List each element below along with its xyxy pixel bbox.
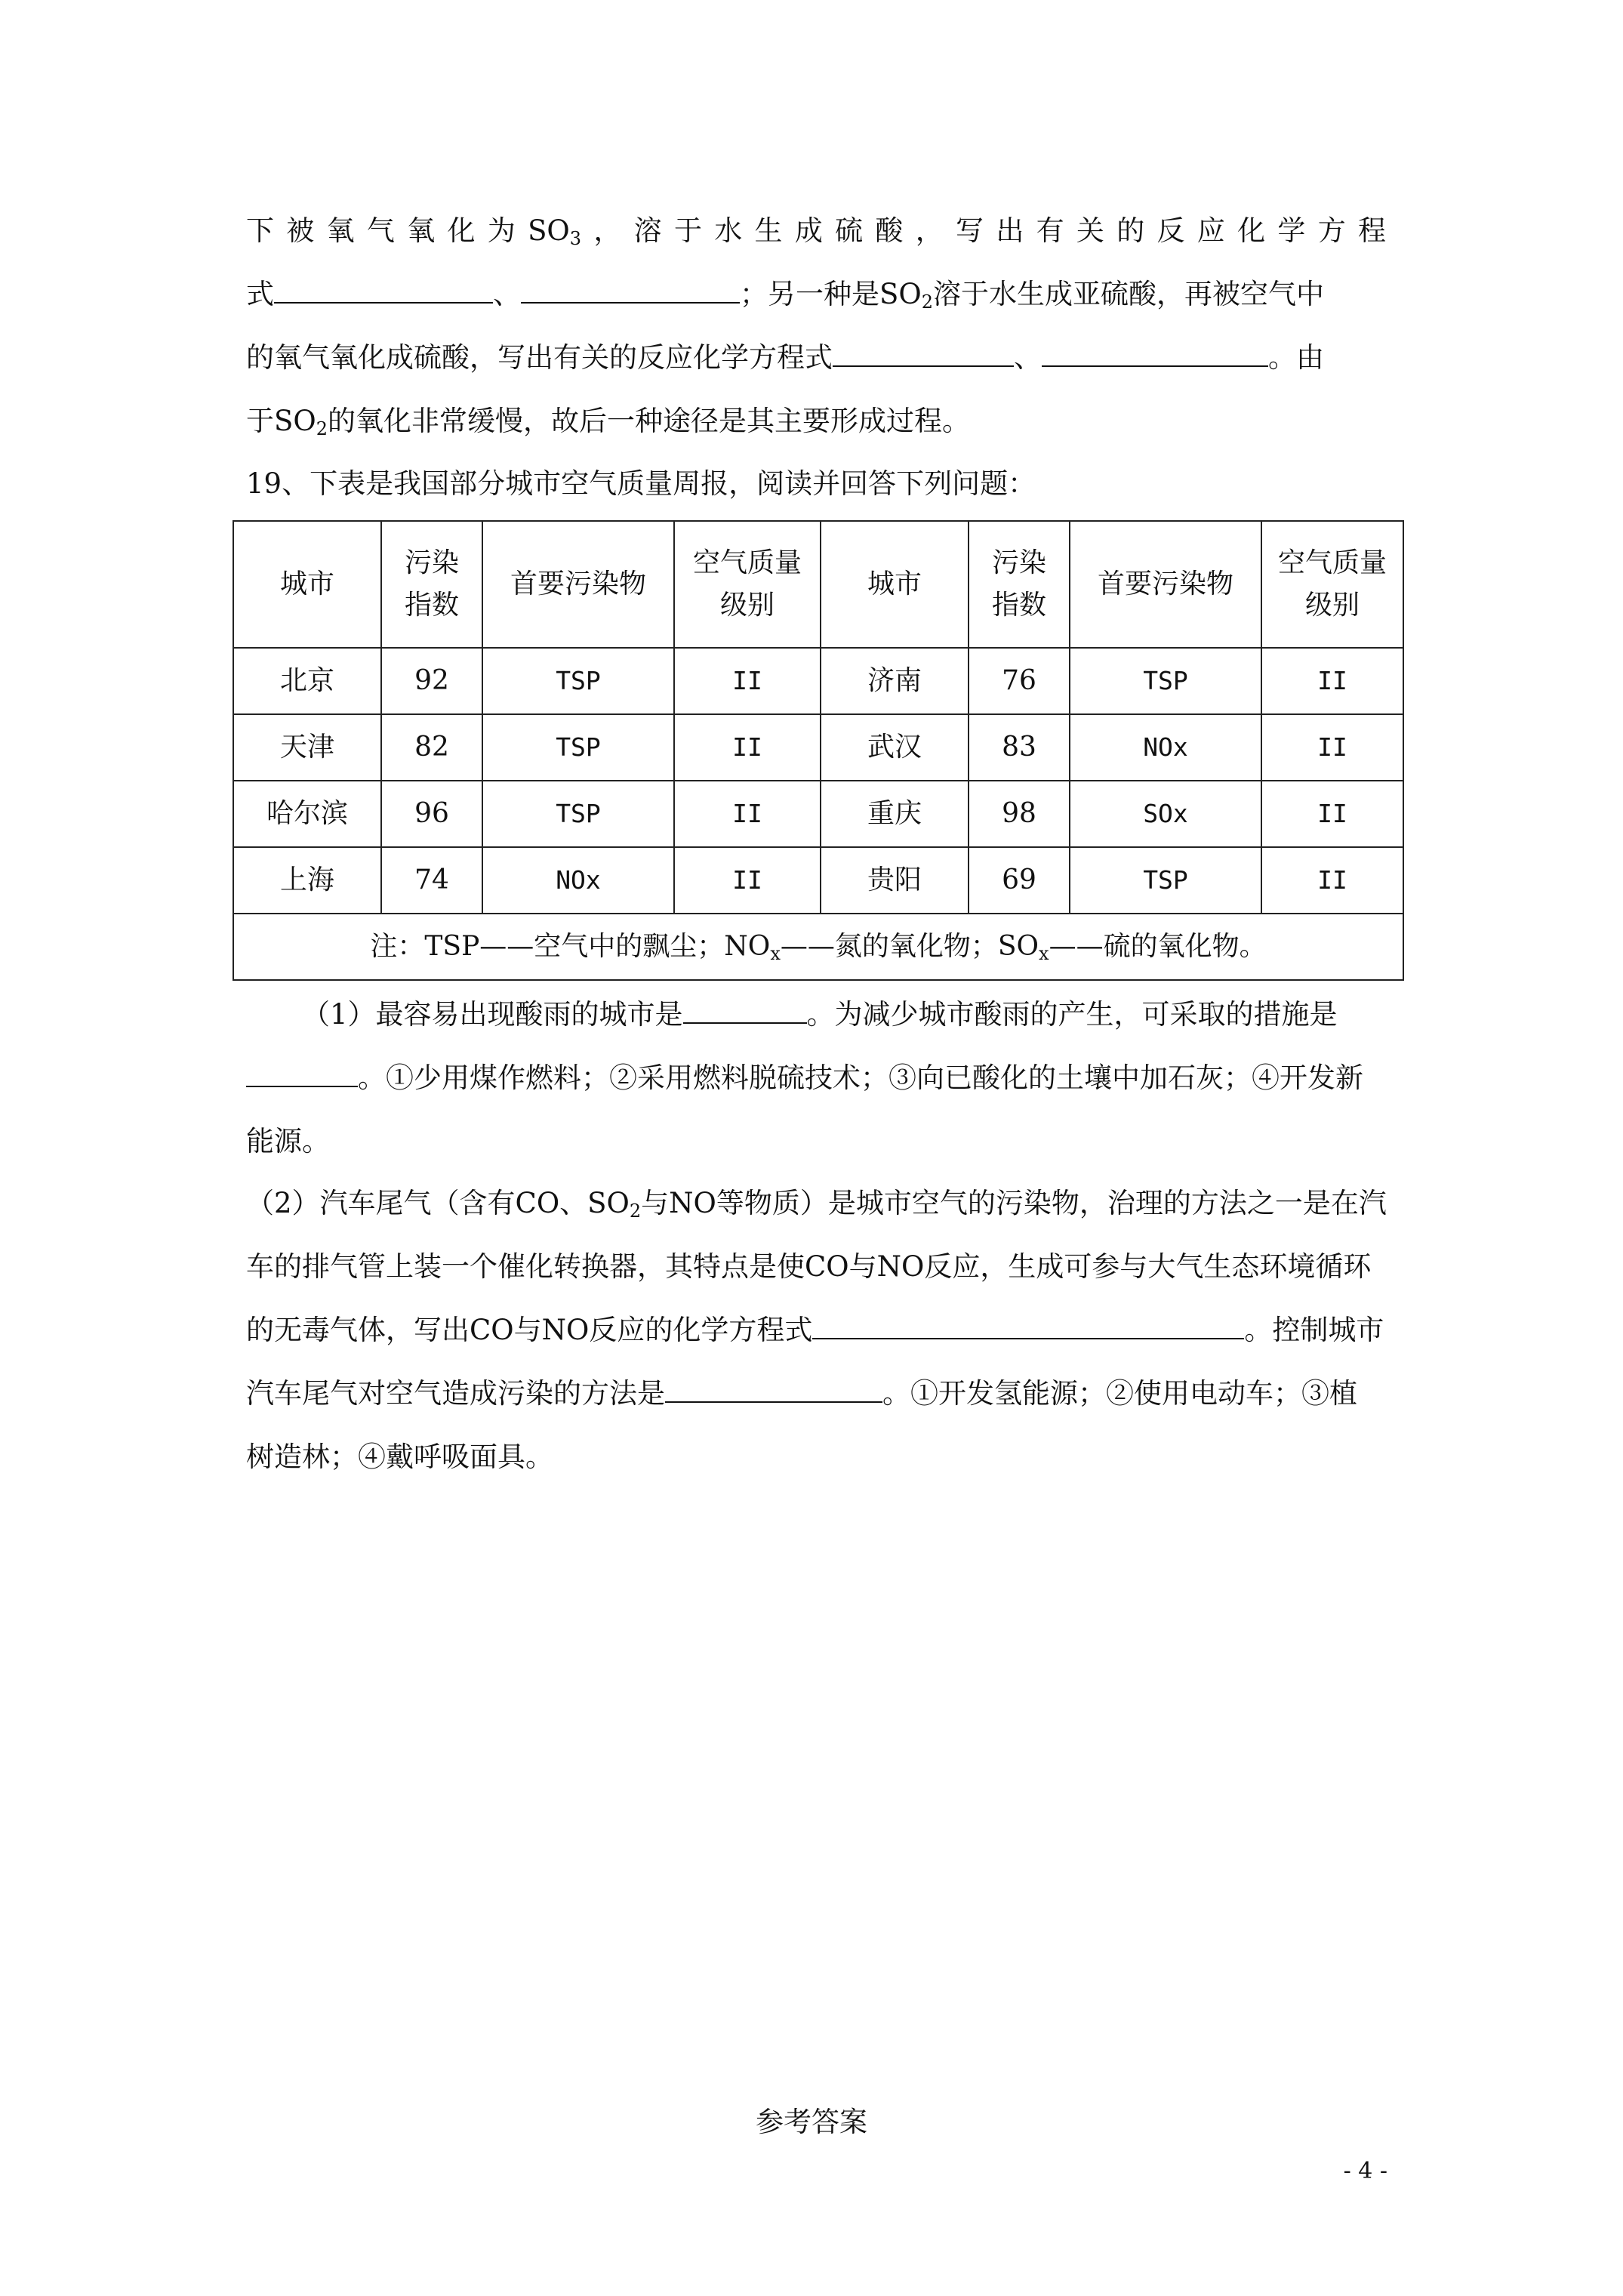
formula-text: SO xyxy=(528,214,570,247)
text-char: 的 xyxy=(1116,214,1145,247)
text-char: 气 xyxy=(366,214,395,247)
cell-pollutant: SOx xyxy=(1070,781,1261,847)
header-text: 空气质量 xyxy=(1277,547,1387,578)
header-text: 指数 xyxy=(991,590,1046,621)
answer-blank[interactable] xyxy=(683,1000,807,1024)
text-char: 为 xyxy=(487,214,516,247)
part-2-line-5 xyxy=(246,1425,1386,1489)
text-char: 生 xyxy=(754,214,783,247)
cell-index: 74 xyxy=(381,847,482,914)
text-segment: 溶于水生成亚硫酸，再被空气中 xyxy=(932,278,1324,310)
text-segment: 的无毒气体，写出CO与NO反应的化学方程式 xyxy=(246,1314,813,1346)
text-char: 成 xyxy=(794,214,823,247)
cell-level: II xyxy=(674,648,821,714)
text-char: 应 xyxy=(1196,214,1225,247)
cell-city: 哈尔滨 xyxy=(233,781,381,847)
text-char: 学 xyxy=(1277,214,1306,247)
part-1-line-3 xyxy=(246,1110,1386,1173)
cell-level: II xyxy=(1261,714,1403,781)
answer-blank[interactable] xyxy=(812,1315,1244,1339)
text-char: 程 xyxy=(1357,214,1386,247)
part-1-line-1 xyxy=(246,983,1386,1046)
header-index xyxy=(381,521,482,648)
text-char: 方 xyxy=(1317,214,1346,247)
so3-formula xyxy=(528,199,581,263)
cell-pollutant: TSP xyxy=(1070,847,1261,914)
cell-level: II xyxy=(674,781,821,847)
table-note-row xyxy=(233,914,1403,980)
intro-paragraph xyxy=(246,199,1386,453)
cell-city: 天津 xyxy=(233,714,381,781)
part-2-line-4 xyxy=(246,1362,1386,1425)
text-char: 氧 xyxy=(326,214,355,247)
cell-city: 北京 xyxy=(233,648,381,714)
text-segment: 能源。 xyxy=(246,1125,330,1157)
text-segment: 的氧化非常缓慢，故后一种途径是其主要形成过程。 xyxy=(327,405,970,437)
text-char: 酸 xyxy=(875,214,904,247)
text-char: 被 xyxy=(286,214,315,247)
note-text: ——氮的氧化物；SO xyxy=(780,931,1039,962)
answer-blank[interactable] xyxy=(246,1063,358,1087)
text-segment: 。①开发氢能源；②使用电动车；③植 xyxy=(882,1377,1357,1410)
note-text: ——硫的氧化物。 xyxy=(1049,931,1267,962)
answer-blank[interactable] xyxy=(833,343,1014,367)
text-segment: ；另一种是SO xyxy=(740,278,922,310)
header-text: 级别 xyxy=(719,590,775,621)
text-segment: 树造林；④戴呼吸面具。 xyxy=(246,1441,553,1473)
text-segment: 的氧气氧化成硫酸，写出有关的反应化学方程式 xyxy=(246,341,833,374)
text-segment: 。由 xyxy=(1268,341,1324,374)
text-segment: 、 xyxy=(493,278,521,310)
question-19-title: 19、下表是我国部分城市空气质量周报，阅读并回答下列问题： xyxy=(246,467,1036,500)
formula-subscript: 3 xyxy=(569,228,582,249)
header-level xyxy=(674,521,821,648)
text-char: 写 xyxy=(956,214,984,247)
cell-level: II xyxy=(1261,648,1403,714)
cell-city: 济南 xyxy=(821,648,969,714)
note-subscript: x xyxy=(770,943,781,964)
cell-index: 92 xyxy=(381,648,482,714)
cell-index: 98 xyxy=(969,781,1070,847)
part-1 xyxy=(246,983,1386,1173)
text-segment: 车的排气管上装一个催化转换器，其特点是使CO与NO反应，生成可参与大气生态环境循环 xyxy=(246,1250,1372,1283)
formula-subscript: 2 xyxy=(629,1200,642,1222)
header-index xyxy=(969,521,1070,648)
header-level xyxy=(1261,521,1403,648)
note-subscript: x xyxy=(1039,943,1049,964)
text-char: 水 xyxy=(714,214,743,247)
header-text: 污染 xyxy=(991,547,1046,578)
cell-pollutant: TSP xyxy=(482,648,674,714)
cell-city: 重庆 xyxy=(821,781,969,847)
intro-line-3 xyxy=(246,326,1386,390)
cell-pollutant: TSP xyxy=(482,781,674,847)
text-segment: （1）最容易出现酸雨的城市是 xyxy=(302,998,683,1031)
cell-city: 贵阳 xyxy=(821,847,969,914)
header-city: 城市 xyxy=(233,521,381,648)
page-number: - 4 - xyxy=(1343,2158,1387,2184)
text-char: 关 xyxy=(1076,214,1104,247)
part-2-line-3 xyxy=(246,1299,1386,1362)
table-note xyxy=(233,914,1403,980)
cell-index: 82 xyxy=(381,714,482,781)
formula-subscript: 2 xyxy=(921,291,933,313)
text-segment: 于SO xyxy=(246,405,316,437)
header-text: 指数 xyxy=(404,590,459,621)
cell-index: 76 xyxy=(969,648,1070,714)
table-row xyxy=(233,781,1403,847)
text-segment: 与NO等物质）是城市空气的污染物，治理的方法之一是在汽 xyxy=(641,1187,1387,1219)
text-char: 出 xyxy=(996,214,1024,247)
answer-blank[interactable] xyxy=(274,279,493,304)
text-char: 于 xyxy=(673,214,702,247)
text-char: 反 xyxy=(1156,214,1185,247)
cell-pollutant: TSP xyxy=(1070,648,1261,714)
text-segment: 。为减少城市酸雨的产生，可采取的措施是 xyxy=(806,998,1338,1031)
cell-level: II xyxy=(1261,781,1403,847)
header-city: 城市 xyxy=(821,521,969,648)
text-segment: 式 xyxy=(246,278,274,310)
cell-city: 上海 xyxy=(233,847,381,914)
cell-level: II xyxy=(674,847,821,914)
header-pollutant: 首要污染物 xyxy=(482,521,674,648)
cell-city: 武汉 xyxy=(821,714,969,781)
cell-level: II xyxy=(1261,847,1403,914)
cell-pollutant: NOx xyxy=(1070,714,1261,781)
part-2-line-2 xyxy=(246,1235,1386,1299)
text-char: 有 xyxy=(1036,214,1064,247)
text-char: ， xyxy=(915,214,944,247)
part-1-line-2 xyxy=(246,1046,1386,1110)
header-text: 污染 xyxy=(404,547,459,578)
text-char: 化 xyxy=(1237,214,1266,247)
intro-line-4 xyxy=(246,390,1386,453)
cell-level: II xyxy=(674,714,821,781)
formula-subscript: 2 xyxy=(316,418,328,439)
intro-line-1 xyxy=(246,199,1386,263)
text-char: 溶 xyxy=(633,214,662,247)
part-2-line-1 xyxy=(246,1172,1386,1235)
answer-blank[interactable] xyxy=(521,279,740,304)
cell-pollutant: TSP xyxy=(482,714,674,781)
answer-heading: 参考答案 xyxy=(756,2106,867,2138)
text-segment: （2）汽车尾气（含有CO、SO xyxy=(246,1187,630,1219)
text-segment: 。①少用煤作燃料；②采用燃料脱硫技术；③向已酸化的土壤中加石灰；④开发新 xyxy=(358,1062,1363,1094)
intro-line-2 xyxy=(246,263,1386,326)
air-quality-table xyxy=(233,520,1404,981)
cell-pollutant: NOx xyxy=(482,847,674,914)
part-2 xyxy=(246,1172,1386,1489)
cell-index: 69 xyxy=(969,847,1070,914)
cell-index: 83 xyxy=(969,714,1070,781)
text-char: ， xyxy=(593,214,622,247)
header-text: 级别 xyxy=(1304,590,1360,621)
text-segment: 、 xyxy=(1014,341,1042,374)
answer-blank[interactable] xyxy=(1042,343,1268,367)
header-text: 空气质量 xyxy=(692,547,802,578)
table-header-row xyxy=(233,521,1403,648)
text-char: 氧 xyxy=(407,214,436,247)
table-row xyxy=(233,847,1403,914)
text-segment: 。控制城市 xyxy=(1244,1314,1384,1346)
table-row xyxy=(233,714,1403,781)
text-segment: 汽车尾气对空气造成污染的方法是 xyxy=(246,1377,665,1410)
cell-index: 96 xyxy=(381,781,482,847)
text-char: 化 xyxy=(447,214,476,247)
header-pollutant: 首要污染物 xyxy=(1070,521,1261,648)
note-text: 注：TSP——空气中的飘尘；NO xyxy=(370,931,771,962)
answer-blank[interactable] xyxy=(665,1379,882,1403)
text-char: 硫 xyxy=(835,214,864,247)
table-row xyxy=(233,648,1403,714)
text-char: 下 xyxy=(246,214,274,247)
